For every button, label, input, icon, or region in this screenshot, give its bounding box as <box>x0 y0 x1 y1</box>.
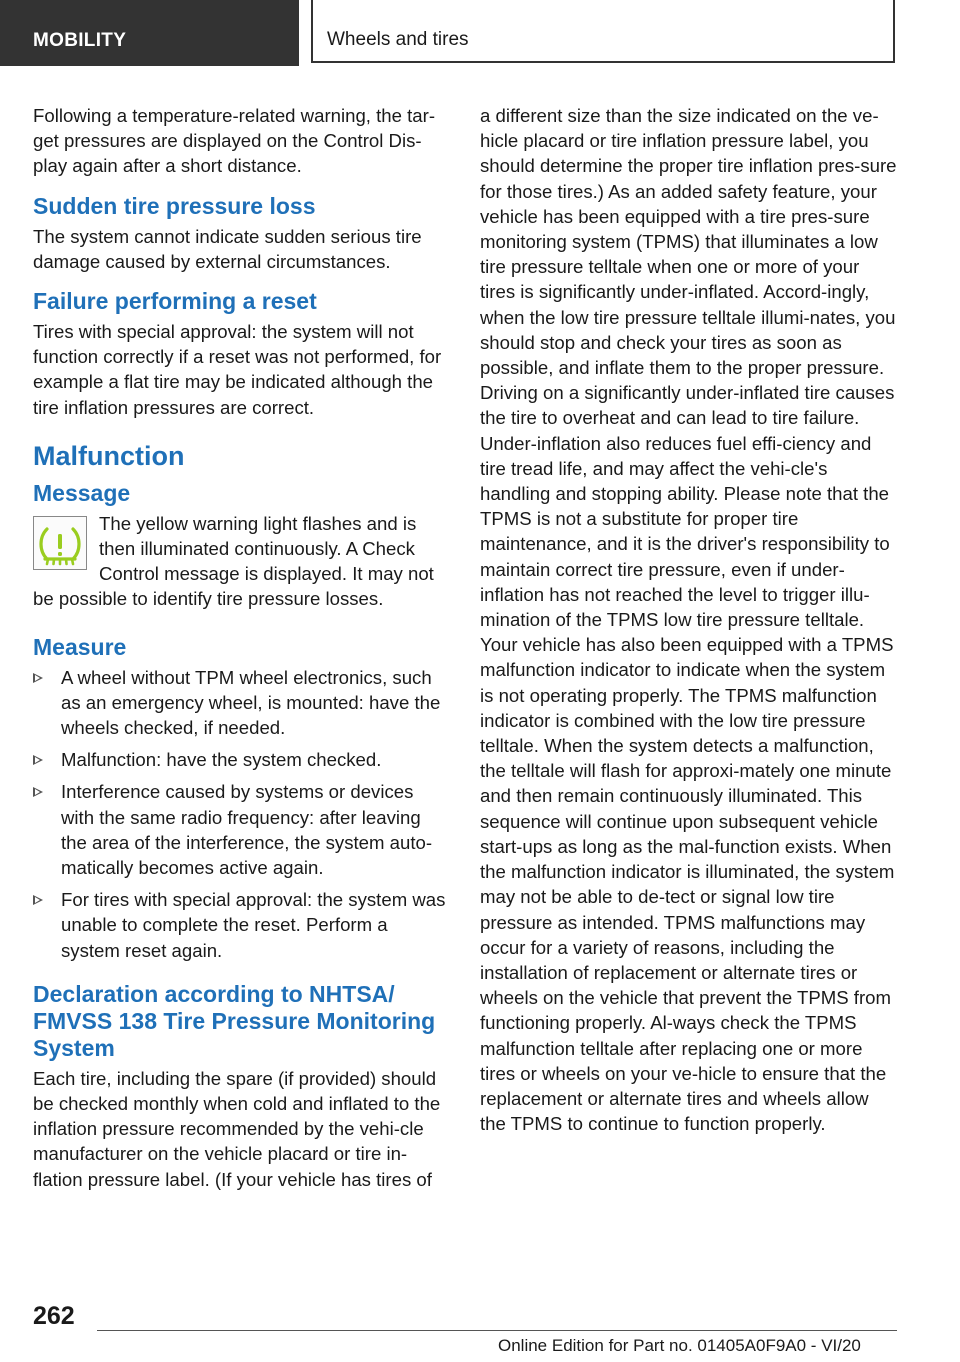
sudden-loss-heading: Sudden tire pressure loss <box>33 192 316 219</box>
reset-failure-heading: Failure performing a reset <box>33 288 317 315</box>
list-item: A wheel without TPM wheel electronics, such as an emergency wheel, is mounted: have the wheels checked, if needed. <box>33 665 449 741</box>
chapter-title: Wheels and tires <box>311 0 895 63</box>
page-number: 262 <box>33 1302 75 1330</box>
triangle-bullet-icon <box>33 787 43 797</box>
intro-paragraph: Following a temperature-related warning, the tar-get pressures are displayed on the Control Dis-play again after a short distance. <box>33 105 436 177</box>
page-header <box>0 0 960 66</box>
list-item: Malfunction: have the system checked. <box>33 747 449 772</box>
reset-failure-text: Tires with special approval: the system will not function correctly if a reset was not performed, for example a flat tire may be indicated although the tire inflation pressures are correct. <box>33 321 442 418</box>
footer-divider <box>97 1330 897 1331</box>
declaration-text: Each tire, including the spare (if provided) should be checked monthly when cold and inflated to the inflation pressure recommended by the vehi-cle manufacturer on the vehicle placard or tire in-flation pressure label. (If your vehicle has tires of <box>33 1067 441 1190</box>
measure-list <box>33 665 449 963</box>
list-item: Interference caused by systems or devices with the same radio frequency: after leaving the area of the interference, the system auto-matically becomes active again. <box>33 779 449 880</box>
malfunction-heading: Malfunction <box>33 440 185 471</box>
triangle-bullet-icon <box>33 673 43 683</box>
section-tab: MOBILITY <box>0 0 299 66</box>
message-block <box>33 511 449 612</box>
triangle-bullet-icon <box>33 755 43 765</box>
sudden-loss-text: The system cannot indicate sudden serious tire damage caused by external circumstances. <box>33 225 422 272</box>
tire-pressure-warning-icon <box>33 516 87 570</box>
declaration-heading: Declaration according to NHTSA/ FMVSS 138 Tire Pressure Monitoring System <box>33 980 436 1061</box>
message-text-continued: be possible to identify tire pressure losses. <box>33 588 384 610</box>
footer-edition: Online Edition for Part no. 01405A0F9A0 - VI/20 <box>498 1336 861 1355</box>
measure-heading: Measure <box>33 633 127 660</box>
left-column <box>33 103 449 1192</box>
message-heading: Message <box>33 479 131 506</box>
triangle-bullet-icon <box>33 895 43 905</box>
right-column <box>480 103 898 1136</box>
message-text: The yellow warning light flashes and is then illuminated continuously. A Check Control message is displayed. It may not <box>99 512 434 585</box>
tpms-paragraph: a different size than the size indicated on the ve-hicle placard or tire inflation pressure label, you should determine the proper tire inflation pres-sure for those tires.) As an added safety feature, your vehicle has been equipped with a tire pres-sure monitoring system (TPMS) that illuminates a low tire pressure telltale when one or more of your tires is significantly under-inflated. Accord-ingly, when the low tire pressure telltale illumi-nates, you should stop and check your tires as soon as possible, and inflate them to the proper pressure. Driving on a significantly under-inflated tire causes the tire to overheat and can lead to tire failure. Under-inflation also reduces fuel effi-ciency and tire tread life, and may affect the vehi-cle's handling and stopping ability. Please note that the TPMS is not a substitute for proper tire maintenance, and it is the driver's responsibility to maintain correct tire pressure, even if under-inflation has not reached the level to trigger illu-mination of the TPMS low tire pressure telltale. Your vehicle has also been equipped with a TPMS malfunction indicator to indicate when the system is not operating properly. The TPMS malfunction indicator is combined with the low tire pressure telltale. When the system detects a malfunction, the telltale will flash for approxi-mately one minute and then remain continuously illuminated. This sequence will continue upon subsequent vehicle start-ups as long as the mal-function exists. When the malfunction indicator is illuminated, the system may not be able to de-tect or signal low tire pressure as intended. TPMS malfunctions may occur for a variety of reasons, including the installation of replacement or alternate tires or wheels on the vehicle that prevent the TPMS from functioning properly. Al-ways check the TPMS malfunction telltale after replacing one or more tires or wheels on your ve-hicle to ensure that the replacement or alternate tires and wheels allow the TPMS to continue to function properly. <box>480 105 897 1135</box>
list-item: For tires with special approval: the system was unable to complete the reset. Perform a system reset again. <box>33 887 449 963</box>
